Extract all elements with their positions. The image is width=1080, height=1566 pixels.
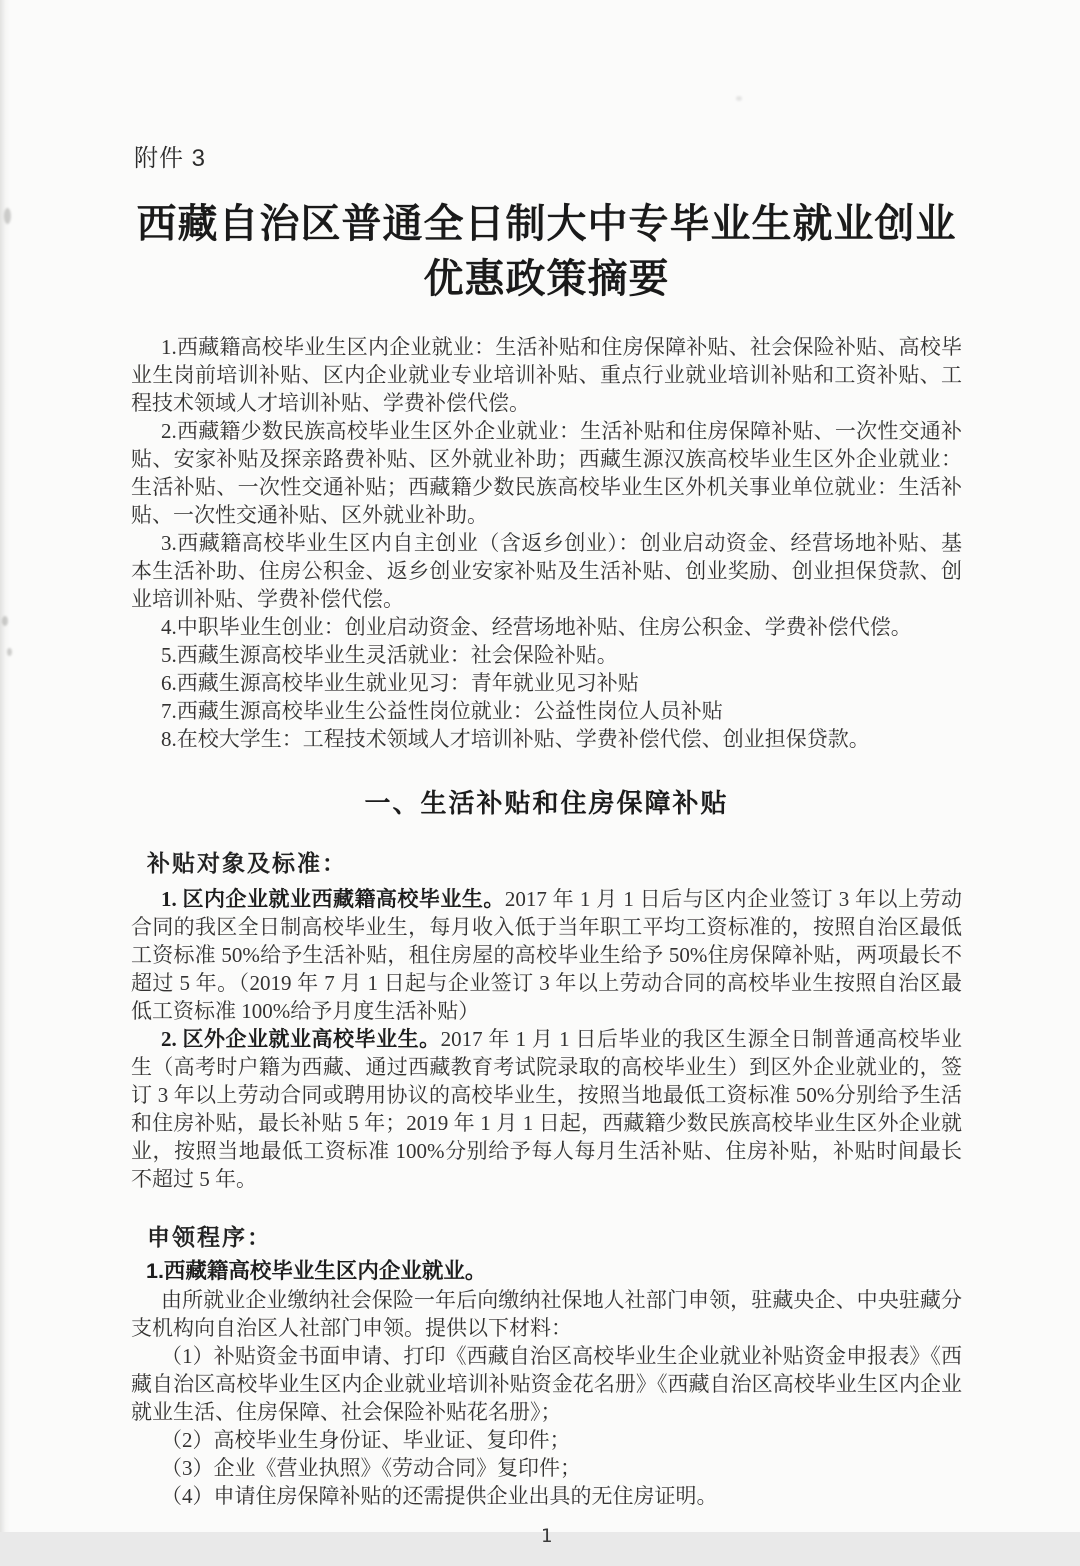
- overview-item-4: 4.中职毕业生创业：创业启动资金、经营场地补贴、住房公积金、学费补偿代偿。: [161, 615, 912, 639]
- overview-item-1: 1.西藏籍高校毕业生区内企业就业：生活补贴和住房保障补贴、社会保险补贴、高校毕业生岗前培训补贴、区内企业就业专业培训补贴、重点行业就业培训补贴和工资补贴、工程技术领域人才培训补贴、学费补偿代偿。: [131, 335, 962, 415]
- standard-item-2-text: 2017 年 1 月 1 日后毕业的我区生源全日制普通高校毕业生（高考时户籍为西藏、通过西藏教育考试院录取的高校毕业生）到区外企业就业的，签订 3 年以上劳动合同或聘用协议的高校毕业生，按照当地最低工资标准 50%分别给予生活和住房补贴，最长补贴 5 年；2019 年 1 月 1 日起，西藏籍少数民族高校毕业生区外企业就业，按照当地最低工资标准 100%分别给予每人每月生活补贴、住房补贴，补贴时间最长不超过 5 年。: [131, 1027, 963, 1191]
- section-1-heading: 一、生活补贴和住房保障补贴: [364, 788, 729, 818]
- material-item-4: （4）申请住房保障补贴的还需提供企业出具的无住房证明。: [161, 1484, 718, 1508]
- standard-item-1-text: 2017 年 1 月 1 日后与区内企业签订 3 年以上劳动合同的我区全日制高校毕业生，每月收入低于当年职工平均工资标准的，按照自治区最低工资标准 50%给予生活补贴，租住房屋的高校毕业生给予 50%住房保障补贴，两项最长不超过 5 年。（2019 年 7 月 1 日起与企业签订 3 年以上劳动合同的高校毕业生按照自治区最低工资标准 100%给予月度生活补贴）: [131, 887, 963, 1023]
- materials-list: [131, 1342, 962, 1510]
- standard-item-2: [131, 1025, 962, 1193]
- overview-item-2: 2.西藏籍少数民族高校毕业生区外企业就业：生活补贴和住房保障补贴、一次性交通补贴、安家补贴及探亲路费补贴、区外就业补助；西藏生源汉族高校毕业生区外企业就业：生活补贴、一次性交通补贴；西藏籍少数民族高校毕业生区外机关事业单位就业：生活补贴、一次性交通补贴、区外就业补助。: [131, 419, 962, 527]
- document-title-line2: 优惠政策摘要: [423, 256, 670, 301]
- page-number: 1: [540, 1525, 553, 1547]
- material-item-2: （2）高校毕业生身份证、毕业证、复印件；: [161, 1428, 571, 1452]
- standard-item-1-lead: 1. 区内企业就业西藏籍高校毕业生。: [161, 887, 505, 911]
- material-item-3: （3）企业《营业执照》《劳动合同》复印件；: [161, 1456, 581, 1480]
- document-title: [131, 196, 962, 306]
- document-title-line1: 西藏自治区普通全日制大中专毕业生就业创业: [136, 201, 957, 246]
- overview-item-5: 5.西藏生源高校毕业生灵活就业：社会保险补贴。: [161, 643, 618, 667]
- procedure-title: 申领程序：: [147, 1224, 272, 1250]
- material-item-1: （1）补贴资金书面申请、打印《西藏自治区高校毕业生企业就业补贴资金申报表》《西藏自治区高校毕业生区内企业就业培训补贴资金花名册》《西藏自治区高校毕业生区内企业就业生活、住房保障、社会保险补贴花名册》；: [131, 1344, 962, 1424]
- overview-item-6: 6.西藏生源高校毕业生就业见习：青年就业见习补贴: [161, 671, 639, 695]
- standard-item-2-lead: 2. 区外企业就业高校毕业生。: [161, 1027, 441, 1051]
- policy-overview-list: [131, 333, 962, 753]
- procedure-text: 由所就业企业缴纳社会保险一年后向缴纳社保地人社部门申领，驻藏央企、中央驻藏分支机构向自治区人社部门申领。提供以下材料：: [131, 1288, 962, 1340]
- standard-item-1: [131, 885, 962, 1025]
- attachment-label: 附件 3: [134, 145, 207, 172]
- overview-item-3: 3.西藏籍高校毕业生区内自主创业（含返乡创业）：创业启动资金、经营场地补贴、基本生活补助、住房公积金、返乡创业安家补贴及生活补贴、创业奖励、创业担保贷款、创业培训补贴、学费补偿代偿。: [131, 531, 962, 611]
- procedure-item-title: 1.西藏籍高校毕业生区内企业就业。: [146, 1259, 487, 1283]
- overview-item-8: 8.在校大学生：工程技术领域人才培训补贴、学费补偿代偿、创业担保贷款。: [161, 727, 870, 751]
- overview-item-7: 7.西藏生源高校毕业生公益性岗位就业：公益性岗位人员补贴: [161, 699, 723, 723]
- standards-title: 补贴对象及标准：: [147, 850, 347, 876]
